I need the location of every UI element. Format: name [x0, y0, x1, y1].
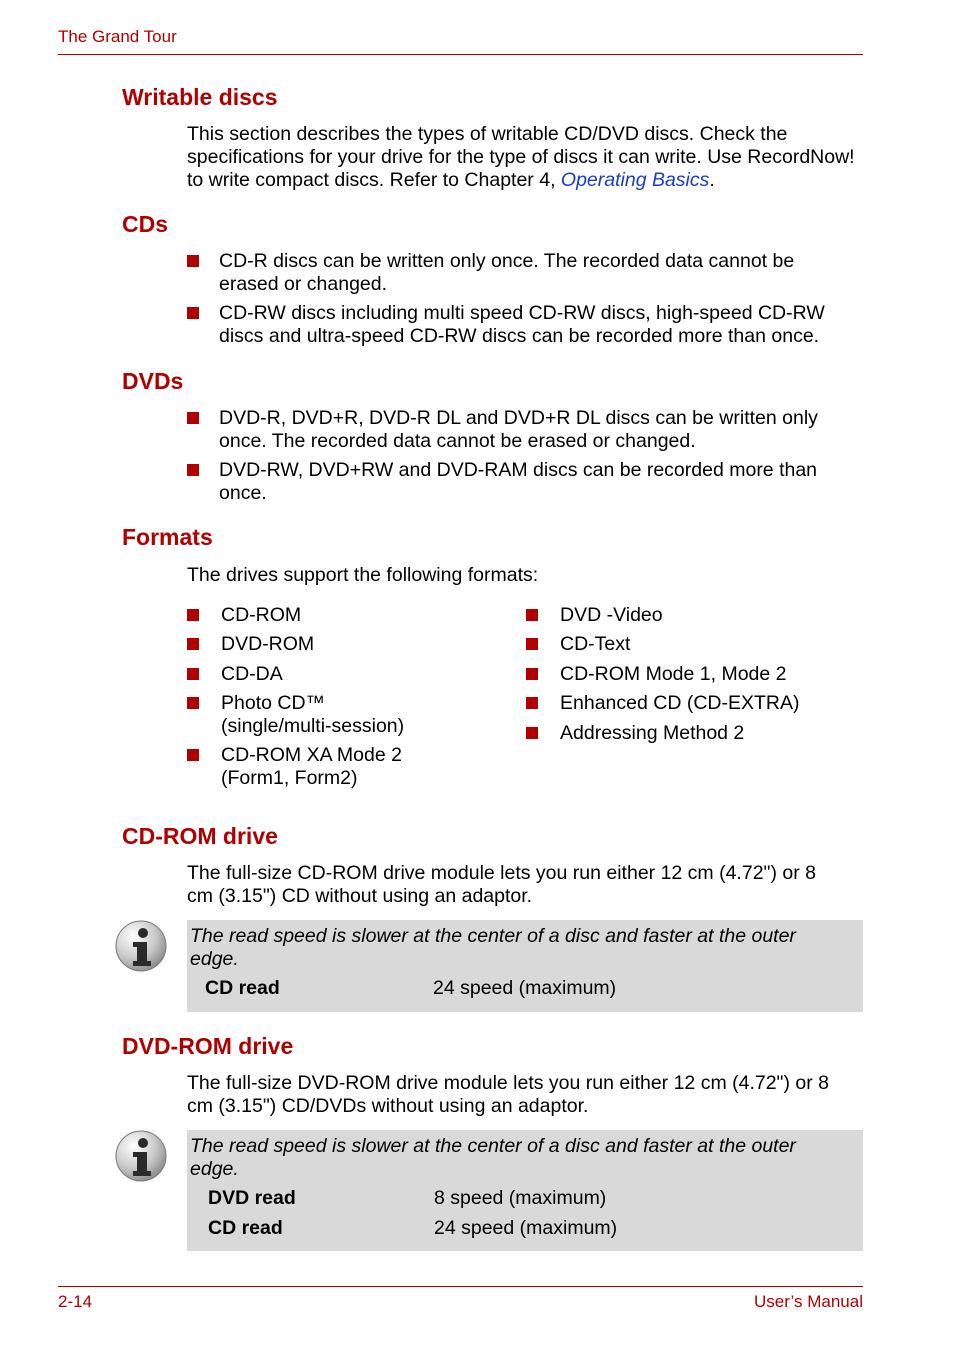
list-item	[187, 250, 857, 296]
manual-name: User’s Manual	[754, 1292, 863, 1311]
header-rule	[58, 54, 863, 55]
footer-rule	[58, 1286, 863, 1287]
format-item-text: CD-ROM Mode 1, Mode 2	[560, 663, 787, 685]
heading-cd-rom-drive: CD-ROM drive	[122, 823, 278, 849]
spec-label: CD read	[205, 977, 280, 999]
list-item	[187, 302, 857, 348]
heading-formats: Formats	[122, 524, 213, 550]
bullet-square-icon	[187, 307, 199, 319]
dvd-rom-note-box	[187, 1130, 863, 1251]
writable-discs-text: This section describes the types of writable CD/DVD discs. Check the specifications for your drive for the type of discs it can write. Use RecordNow! to write compact discs. Refer to Chapter 4,	[187, 123, 855, 192]
bullet-square-icon	[187, 749, 199, 761]
list-item-text: CD-RW discs including multi speed CD-RW discs, high-speed CD-RW discs and ultra-speed CD-RW discs can be recorded more than once.	[219, 302, 825, 348]
format-item	[526, 633, 856, 656]
format-item-text: Photo CD™ (single/multi-session)	[221, 692, 405, 738]
spec-value: 24 speed (maximum)	[433, 977, 617, 999]
bullet-square-icon	[187, 412, 199, 424]
info-icon	[113, 1128, 169, 1184]
format-item-text: DVD -Video	[560, 604, 663, 626]
list-item-text: DVD-R, DVD+R, DVD-R DL and DVD+R DL discs can be written only once. The recorded data cannot be erased or changed.	[219, 407, 818, 453]
bullet-square-icon	[187, 668, 199, 680]
bullet-square-icon	[187, 609, 199, 621]
heading-dvd-rom-drive: DVD-ROM drive	[122, 1033, 294, 1059]
spec-value: 8 speed (maximum)	[434, 1187, 607, 1209]
format-item-text: CD-ROM	[221, 604, 302, 626]
format-item-text: CD-ROM XA Mode 2 (Form1, Form2)	[221, 744, 402, 790]
cd-rom-note-text: The read speed is slower at the center of a disc and faster at the outer edge.	[190, 925, 796, 971]
format-item-text: Enhanced CD (CD-EXTRA)	[560, 692, 800, 714]
bullet-square-icon	[526, 727, 538, 739]
spec-label: DVD read	[208, 1187, 296, 1209]
format-item	[187, 663, 487, 686]
heading-dvds: DVDs	[122, 368, 184, 394]
format-item	[187, 692, 412, 738]
list-item	[187, 459, 857, 505]
list-item-text: DVD-RW, DVD+RW and DVD-RAM discs can be recorded more than once.	[219, 459, 818, 505]
format-item-text: Addressing Method 2	[560, 722, 745, 744]
spec-label: CD read	[208, 1217, 283, 1239]
list-item	[187, 407, 857, 453]
operating-basics-link[interactable]: Operating Basics	[560, 169, 710, 192]
cd-rom-drive-paragraph: The full-size CD-ROM drive module lets you run either 12 cm (4.72") or 8 cm (3.15") CD without using an adaptor.	[187, 862, 816, 908]
heading-writable-discs: Writable discs	[122, 84, 278, 110]
bullet-square-icon	[187, 464, 199, 476]
spec-value: 24 speed (maximum)	[434, 1217, 618, 1239]
running-header: The Grand Tour	[58, 27, 177, 46]
format-item	[187, 604, 487, 627]
format-item	[187, 633, 487, 656]
format-item	[187, 744, 412, 790]
bullet-square-icon	[187, 638, 199, 650]
dvd-rom-note-text: The read speed is slower at the center of a disc and faster at the outer edge.	[190, 1135, 796, 1181]
cd-rom-note-box	[187, 920, 863, 1012]
writable-discs-paragraph	[187, 123, 857, 193]
format-item	[526, 604, 856, 627]
writable-discs-end: .	[709, 169, 715, 192]
format-item-text: CD-DA	[221, 663, 283, 685]
format-item-text: DVD-ROM	[221, 633, 315, 655]
format-item	[526, 692, 856, 715]
info-icon	[113, 918, 169, 974]
format-item-text: CD-Text	[560, 633, 631, 655]
format-item	[526, 663, 856, 686]
page-number: 2-14	[58, 1292, 93, 1311]
bullet-square-icon	[526, 638, 538, 650]
bullet-square-icon	[187, 255, 199, 267]
list-item-text: CD-R discs can be written only once. The recorded data cannot be erased or changed.	[219, 250, 795, 296]
bullet-square-icon	[526, 697, 538, 709]
bullet-square-icon	[187, 697, 199, 709]
dvd-rom-drive-paragraph: The full-size DVD-ROM drive module lets you run either 12 cm (4.72") or 8 cm (3.15") CD/DVDs without using an adaptor.	[187, 1072, 829, 1118]
formats-intro: The drives support the following formats:	[187, 564, 539, 586]
bullet-square-icon	[526, 668, 538, 680]
heading-cds: CDs	[122, 211, 169, 237]
format-item	[526, 722, 856, 745]
bullet-square-icon	[526, 609, 538, 621]
